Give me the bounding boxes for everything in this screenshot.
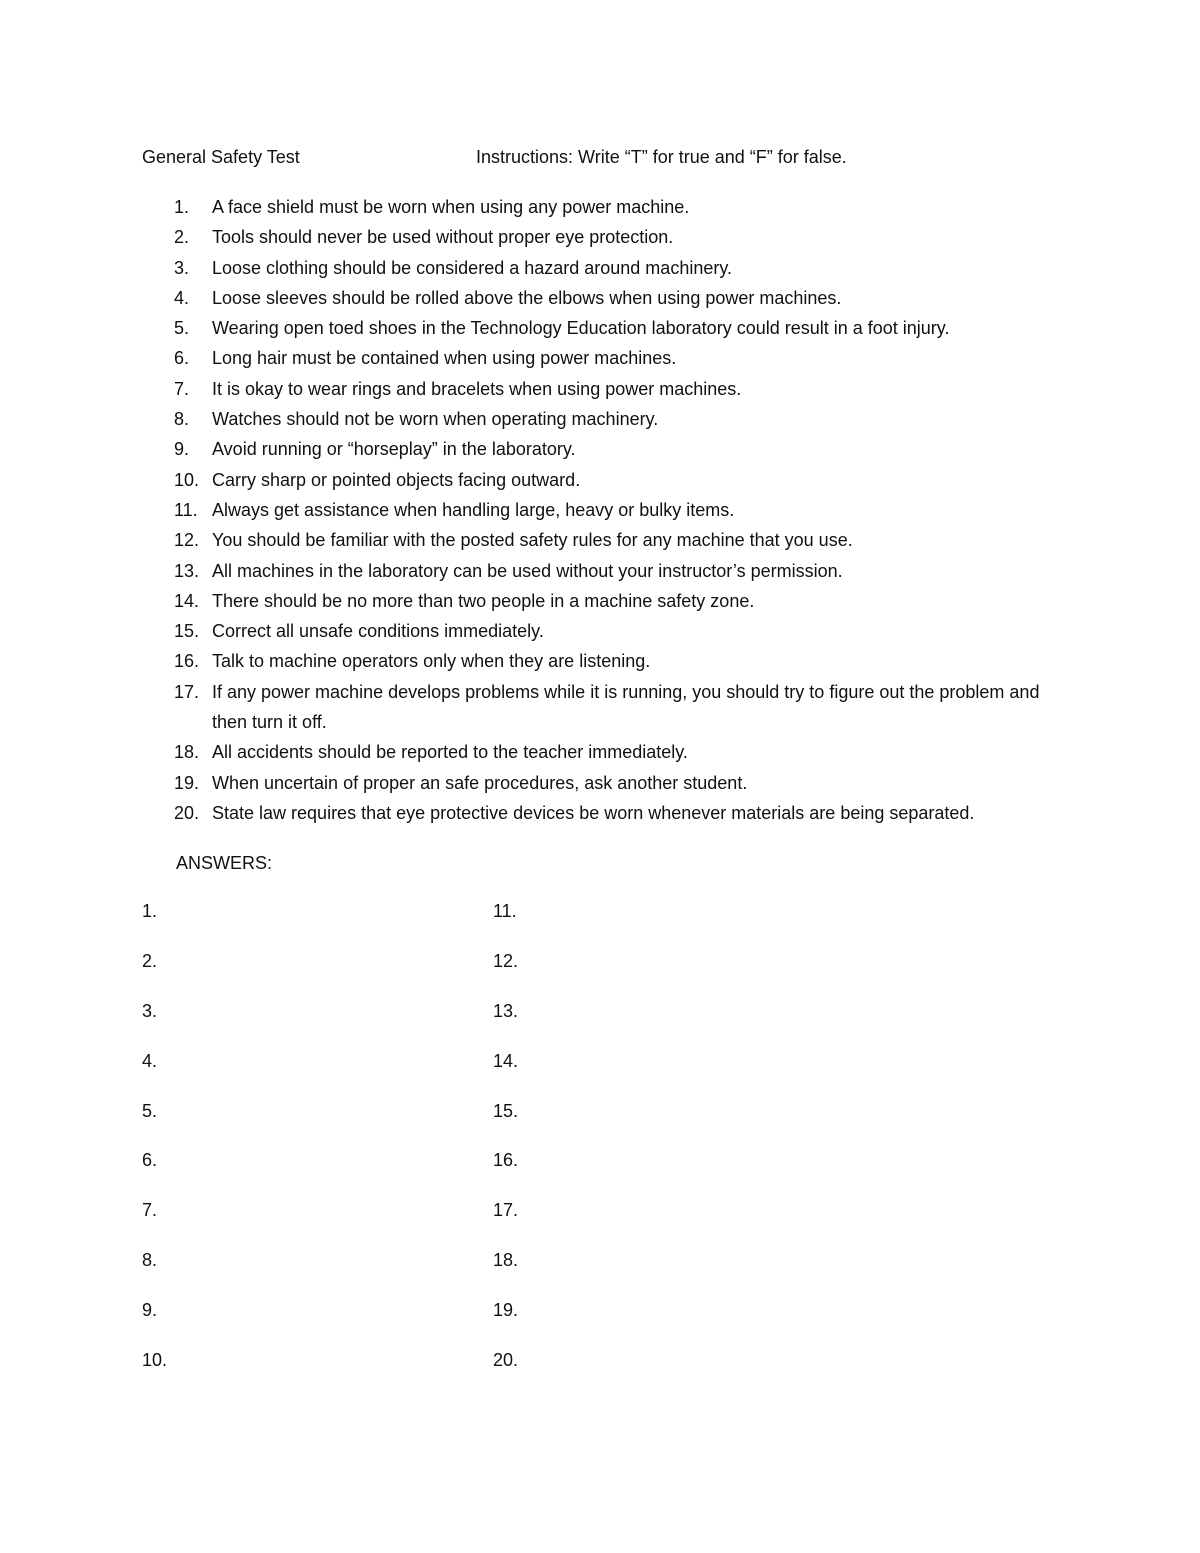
answer-blank-right[interactable]: 13.: [493, 1000, 519, 1021]
answer-sheet: [142, 898, 642, 1397]
question-number: 20.: [174, 802, 200, 823]
question-text: Loose clothing should be considered a hazard around machinery.: [212, 257, 733, 278]
question-item: [174, 222, 1074, 252]
answers-heading: ANSWERS:: [176, 853, 273, 873]
answer-row: [142, 998, 642, 1048]
question-text: Always get assistance when handling large, heavy or bulky items.: [212, 499, 735, 520]
question-text: Talk to machine operators only when they are listening.: [212, 651, 651, 672]
question-text: Avoid running or “horseplay” in the laboratory.: [212, 439, 576, 460]
answer-blank-right[interactable]: 11.: [493, 901, 517, 921]
question-number: 14.: [174, 590, 200, 611]
question-text: All accidents should be reported to the teacher immediately.: [212, 742, 688, 763]
question-item: [174, 192, 1074, 222]
answer-row: [142, 1048, 642, 1098]
question-number: 11.: [174, 499, 198, 520]
question-item: [174, 343, 1074, 373]
question-text: Loose sleeves should be rolled above the elbows when using power machines.: [212, 287, 842, 308]
answer-row: [142, 1247, 642, 1297]
question-item: [174, 434, 1074, 464]
question-text: A face shield must be worn when using any power machine.: [212, 197, 690, 217]
question-item: [174, 525, 1074, 555]
question-text: Watches should not be worn when operating machinery.: [212, 409, 659, 430]
question-list: [174, 192, 1074, 828]
question-item: [174, 586, 1074, 616]
answer-blank-left[interactable]: 2.: [142, 950, 158, 971]
question-item: [174, 404, 1074, 434]
answer-row: [142, 1197, 642, 1247]
question-text: You should be familiar with the posted safety rules for any machine that you use.: [212, 530, 853, 551]
answer-row: [142, 898, 642, 948]
question-item: [174, 495, 1074, 525]
question-number: 9.: [174, 439, 190, 460]
answer-blank-left[interactable]: 4.: [142, 1050, 158, 1071]
page-title: General Safety Test: [142, 147, 300, 167]
question-item: [174, 798, 1074, 828]
answer-blank-right[interactable]: 20.: [493, 1350, 519, 1371]
question-item: [174, 465, 1074, 495]
question-item: [174, 556, 1074, 586]
question-number: 17.: [174, 681, 200, 702]
question-number: 16.: [174, 651, 200, 672]
answer-row: [142, 1098, 642, 1148]
answer-blank-left[interactable]: 6.: [142, 1150, 158, 1171]
question-number: 13.: [174, 560, 200, 581]
answer-row: [142, 1297, 642, 1347]
answer-blank-left[interactable]: 5.: [142, 1100, 158, 1121]
question-text: Correct all unsafe conditions immediately.: [212, 621, 544, 642]
question-number: 6.: [174, 348, 190, 369]
question-text: It is okay to wear rings and bracelets when using power machines.: [212, 378, 742, 399]
question-item: [174, 374, 1074, 404]
answer-blank-right[interactable]: 15.: [493, 1100, 519, 1121]
question-text: If any power machine develops problems while it is running, you should try to figure out the problem and then turn it off.: [212, 681, 1040, 733]
question-text: Carry sharp or pointed objects facing outward.: [212, 469, 581, 490]
instructions-text: Instructions: Write “T” for true and “F” for false.: [476, 147, 847, 167]
question-item: [174, 768, 1074, 798]
question-text: Wearing open toed shoes in the Technology Education laboratory could result in a foot injury.: [212, 318, 950, 339]
question-text: State law requires that eye protective devices be worn whenever materials are being separated.: [212, 802, 975, 823]
answer-blank-left[interactable]: 9.: [142, 1300, 158, 1321]
question-item: [174, 313, 1074, 343]
question-number: 12.: [174, 530, 200, 551]
answer-blank-left[interactable]: 8.: [142, 1250, 158, 1271]
answer-blank-right[interactable]: 14.: [493, 1050, 519, 1071]
answer-row: [142, 948, 642, 998]
question-item: [174, 253, 1074, 283]
question-text: Long hair must be contained when using power machines.: [212, 348, 677, 369]
question-item: [174, 283, 1074, 313]
question-number: 18.: [174, 742, 200, 763]
question-text: Tools should never be used without proper eye protection.: [212, 227, 674, 248]
question-text: There should be no more than two people in a machine safety zone.: [212, 590, 755, 611]
answer-blank-left[interactable]: 1.: [142, 901, 158, 921]
question-item: [174, 737, 1074, 767]
answer-row: [142, 1347, 642, 1397]
question-number: 4.: [174, 287, 190, 308]
answer-blank-right[interactable]: 19.: [493, 1300, 519, 1321]
question-number: 10.: [174, 469, 200, 490]
answer-blank-right[interactable]: 12.: [493, 950, 519, 971]
answer-blank-left[interactable]: 10.: [142, 1350, 168, 1371]
question-number: 7.: [174, 378, 190, 399]
question-number: 2.: [174, 227, 190, 248]
question-number: 19.: [174, 772, 200, 793]
question-item: [174, 646, 1074, 676]
answer-blank-right[interactable]: 18.: [493, 1250, 519, 1271]
question-item: [174, 677, 1074, 738]
answer-row: [142, 1147, 642, 1197]
answer-blank-left[interactable]: 3.: [142, 1000, 158, 1021]
question-item: [174, 616, 1074, 646]
question-number: 15.: [174, 621, 200, 642]
question-text: When uncertain of proper an safe procedures, ask another student.: [212, 772, 748, 793]
question-number: 8.: [174, 409, 190, 430]
question-number: 3.: [174, 257, 190, 278]
question-number: 1.: [174, 197, 190, 217]
question-number: 5.: [174, 318, 190, 339]
document-header: [142, 144, 1102, 170]
question-text: All machines in the laboratory can be used without your instructor’s permission.: [212, 560, 843, 581]
answer-blank-right[interactable]: 17.: [493, 1200, 519, 1221]
answer-blank-left[interactable]: 7.: [142, 1200, 158, 1221]
answer-blank-right[interactable]: 16.: [493, 1150, 519, 1171]
